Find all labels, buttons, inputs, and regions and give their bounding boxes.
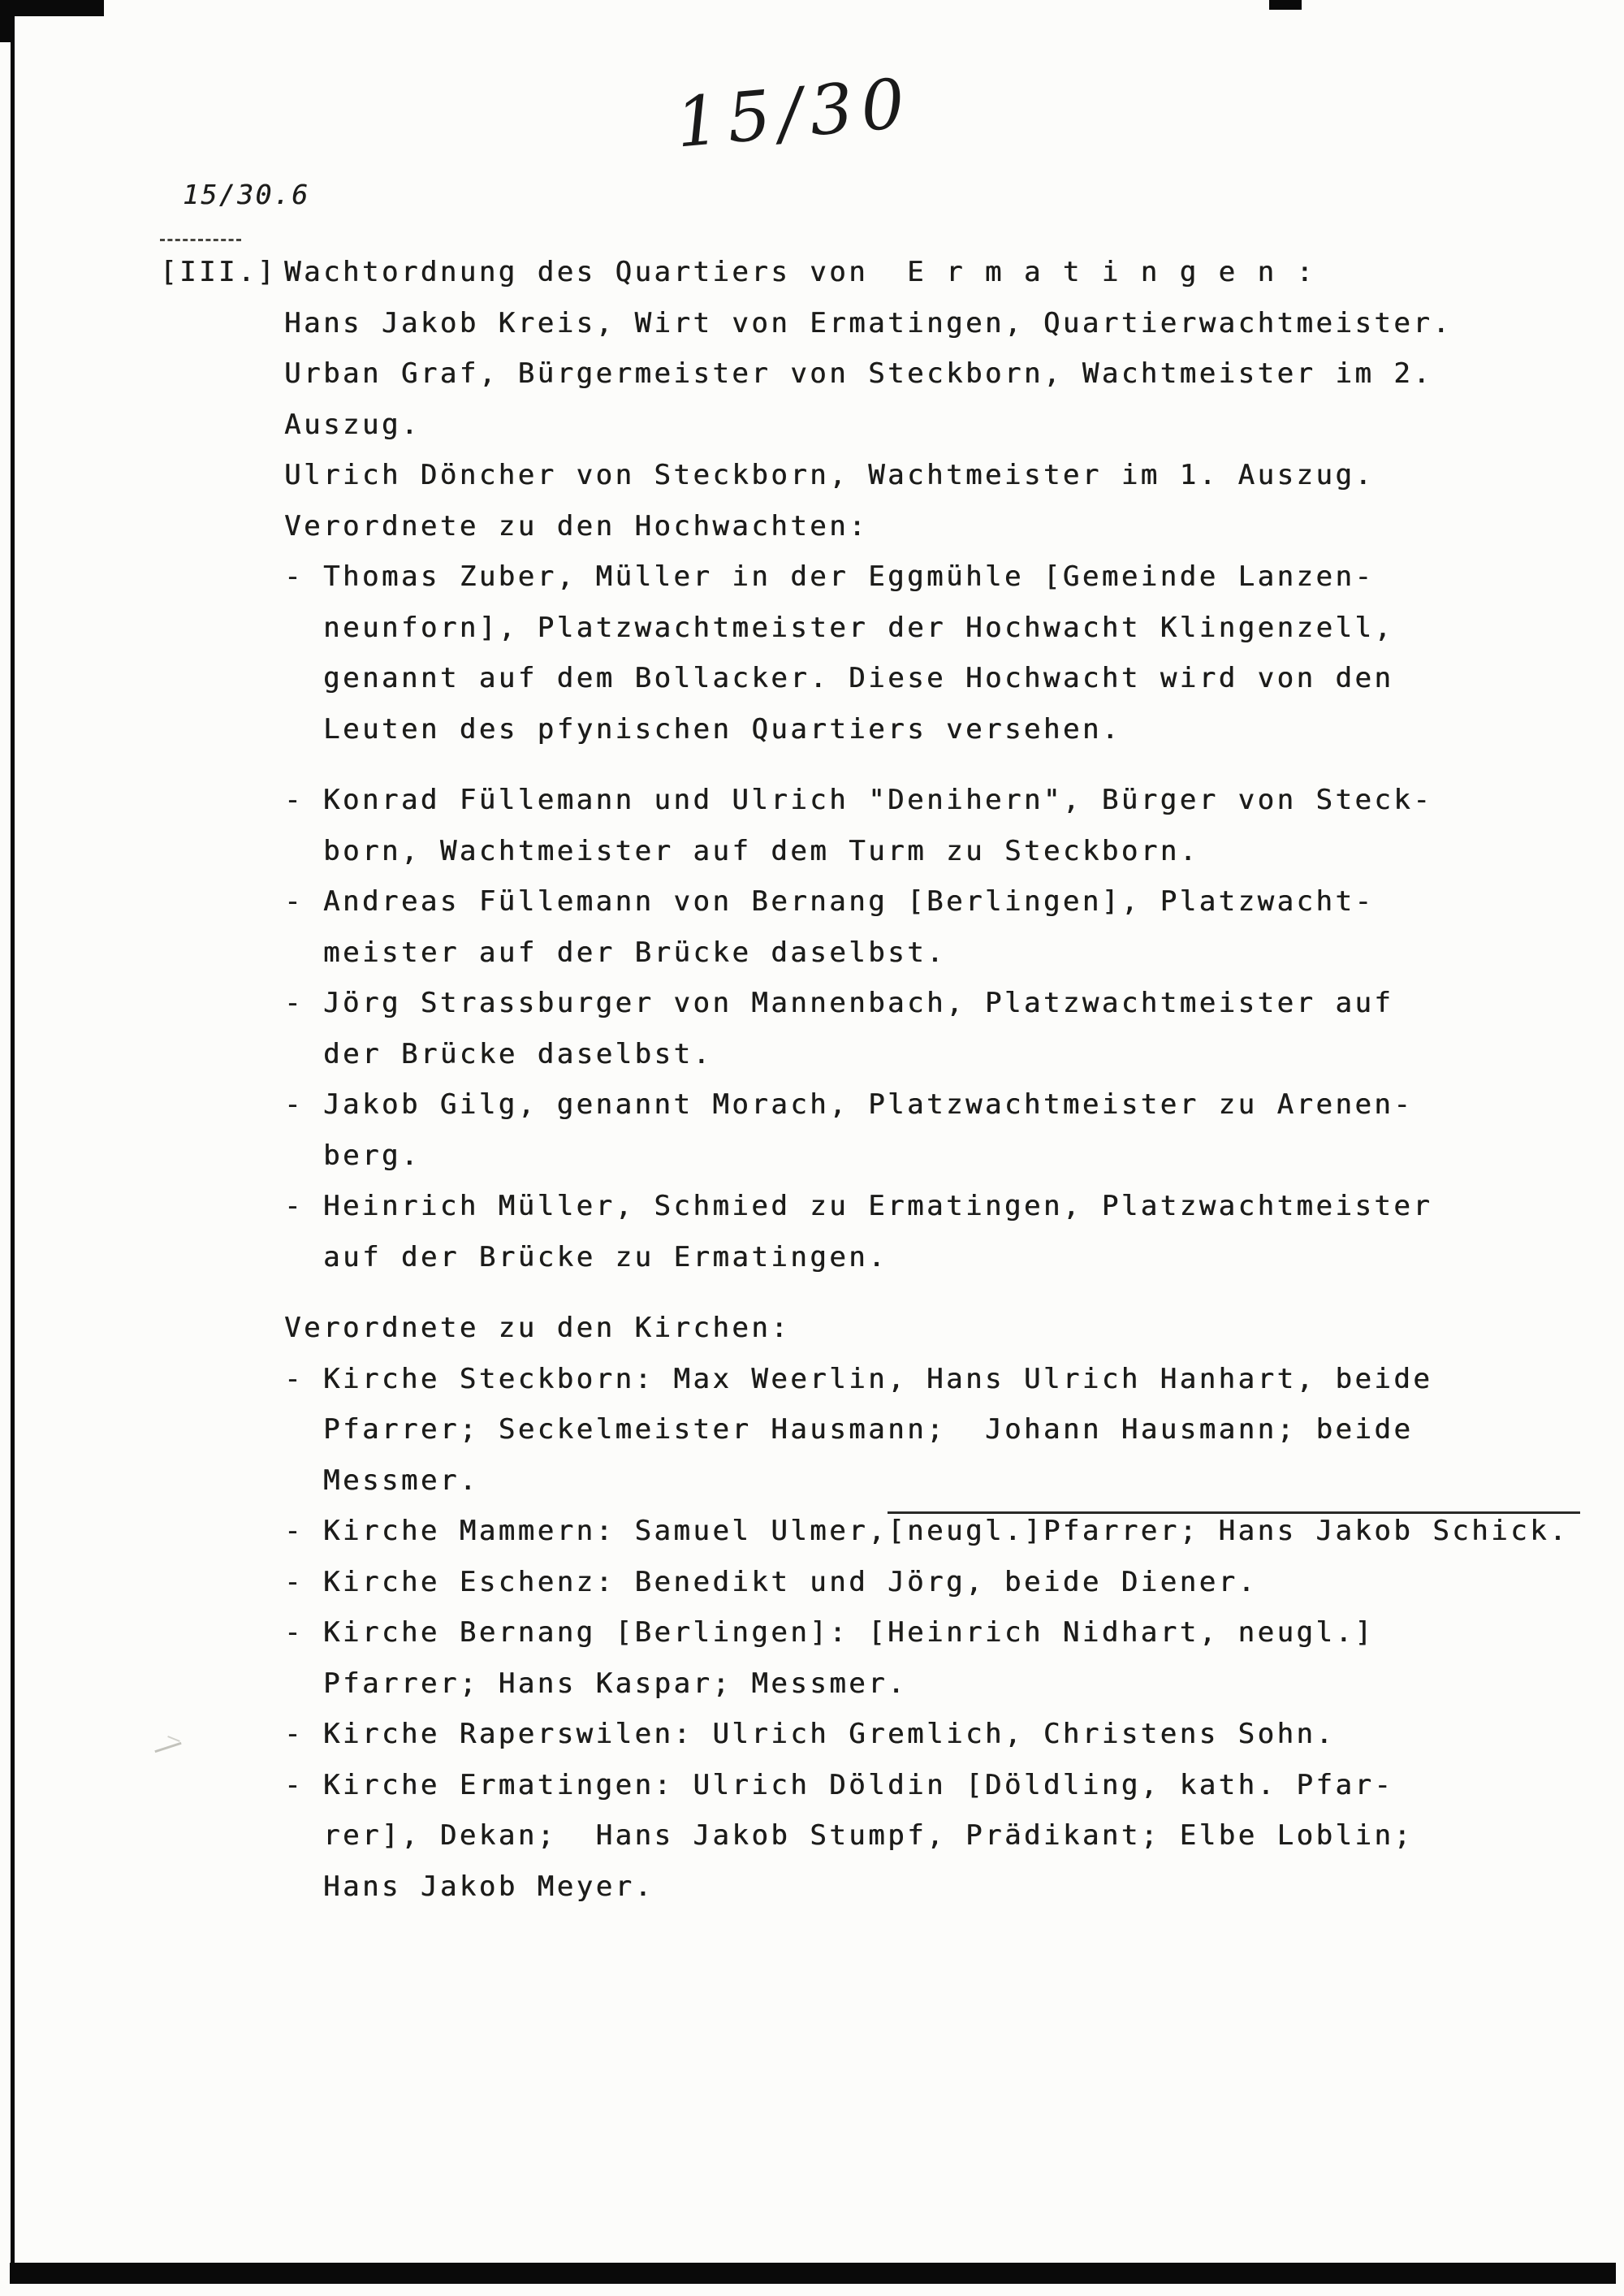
document-line: Wachtordnung des Quartiers von E r m a t i n g e n : (284, 256, 1316, 288)
document-line: - Kirche Ermatingen: Ulrich Döldin [Döldling, kath. Pfar- (284, 1768, 1394, 1801)
scan-edge-artifact-top-tick (1269, 0, 1302, 10)
document-line: - Kirche Raperswilen: Ulrich Gremlich, Christens Sohn. (284, 1718, 1336, 1750)
scan-edge-artifact-top-left-h (0, 0, 104, 16)
document-line: Hans Jakob Kreis, Wirt von Ermatingen, Quartierwachtmeister. (284, 306, 1453, 339)
document-line: - Kirche Bernang [Berlingen]: [Heinrich Nidhart, neugl.] (284, 1616, 1375, 1649)
document-reference-number: 15/30.6 (183, 179, 310, 210)
pencil-mark (167, 1736, 180, 1742)
document-line: - Kirche Mammern: Samuel Ulmer,[neugl.]Pfarrer; Hans Jakob Schick. (284, 1506, 1616, 1557)
document-line: - Kirche Eschenz: Benedikt und Jörg, beide Diener. (284, 1565, 1258, 1598)
document-line: Verordnete zu den Kirchen: (284, 1312, 791, 1344)
document-line: meister auf der Brücke daselbst. (323, 936, 947, 969)
document-line: Pfarrer; Hans Kaspar; Messmer. (323, 1667, 908, 1700)
document-line: Messmer. (323, 1464, 479, 1497)
document-line: rer], Dekan; Hans Jakob Stumpf, Prädikant; Elbe Loblin; (323, 1819, 1414, 1852)
document-line: Hans Jakob Meyer. (323, 1870, 654, 1903)
document-line: - Konrad Füllemann und Ulrich "Denihern", Bürger von Steck- (284, 784, 1433, 816)
document-line: - Andreas Füllemann von Bernang [Berlingen], Platzwacht- (284, 885, 1375, 918)
document-line: auf der Brücke zu Ermatingen. (323, 1240, 888, 1273)
document-line: neunforn], Platzwachtmeister der Hochwacht Klingenzell, (323, 611, 1394, 644)
handwritten-folio-number: 15/30 (672, 63, 916, 163)
document-line: - Jakob Gilg, genannt Morach, Platzwachtmeister zu Arenen- (284, 1088, 1414, 1121)
document-line: - Kirche Steckborn: Max Weerlin, Hans Ulrich Hanhart, beide (284, 1362, 1433, 1395)
document-line: Auszug. (284, 408, 421, 441)
pencil-mark (154, 1742, 181, 1753)
inserted-correction-text: [neugl.]Pfarrer; Hans Jakob Schick. (888, 1511, 1580, 1547)
document-line: - Thomas Zuber, Müller in der Eggmühle [Gemeinde Lanzen- (284, 560, 1375, 593)
scan-edge-artifact-bottom (10, 2263, 1616, 2284)
document-line: Leuten des pfynischen Quartiers versehen. (323, 712, 1121, 746)
document-lines (284, 247, 1616, 1912)
section-label: [III.] (160, 256, 277, 288)
document-line: Ulrich Döncher von Steckborn, Wachtmeister im 1. Auszug. (284, 459, 1375, 491)
dashed-mark (160, 239, 241, 241)
document-line: - Heinrich Müller, Schmied zu Ermatingen, Platzwachtmeister (284, 1190, 1433, 1222)
document-line: born, Wachtmeister auf dem Turm zu Steckborn. (323, 834, 1199, 867)
document-line: - Jörg Strassburger von Mannenbach, Platzwachtmeister auf (284, 987, 1394, 1019)
document-line: genannt auf dem Bollacker. Diese Hochwacht wird von den (323, 662, 1394, 694)
document-line: Pfarrer; Seckelmeister Hausmann; Johann Hausmann; beide (323, 1413, 1414, 1446)
scan-edge-artifact-left (11, 8, 15, 2274)
document-line: Urban Graf, Bürgermeister von Steckborn, Wachtmeister im 2. (284, 357, 1433, 390)
document-line: Verordnete zu den Hochwachten: (284, 509, 869, 543)
document-line: der Brücke daselbst. (323, 1037, 713, 1070)
document-line: berg. (323, 1139, 421, 1172)
